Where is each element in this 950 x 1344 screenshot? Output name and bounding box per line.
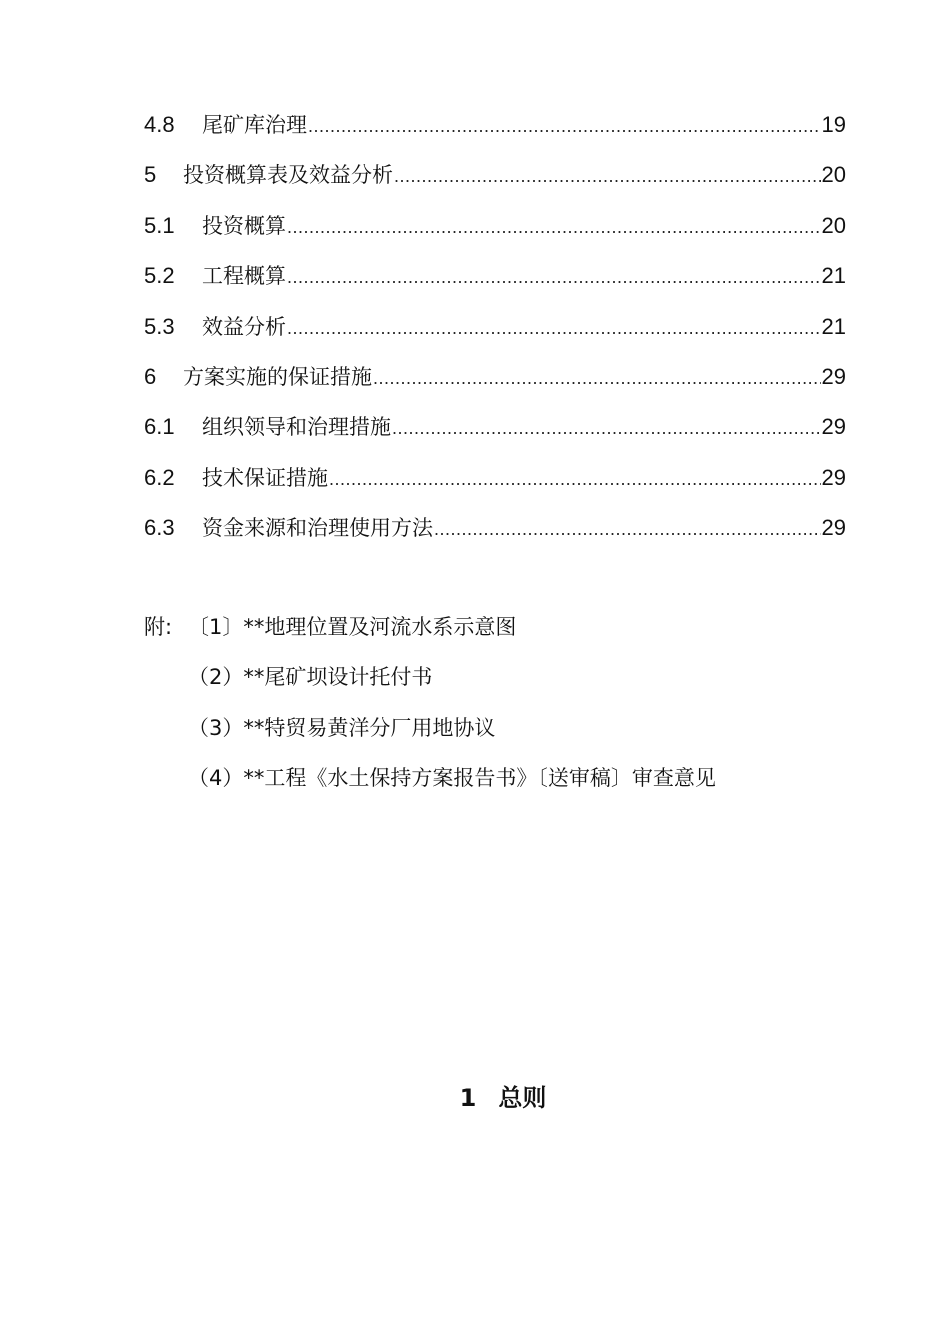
toc-entry[interactable] <box>144 108 846 158</box>
appendix-item <box>144 610 846 660</box>
toc-entry[interactable] <box>144 511 846 561</box>
toc-entry-number: 5.2 <box>144 263 175 289</box>
toc-entry[interactable] <box>144 158 846 208</box>
toc-entry[interactable] <box>144 360 846 410</box>
toc-entry[interactable] <box>144 310 846 360</box>
appendix-item <box>144 660 846 710</box>
toc-dot-leader <box>329 462 821 496</box>
toc-entry[interactable] <box>144 461 846 511</box>
appendix-item <box>144 711 846 761</box>
toc-entry-page: 29 <box>821 414 846 440</box>
appendix-item-text: 〔1〕**地理位置及河流水系示意图 <box>188 615 517 639</box>
toc-entry-title: 投资概算表及效益分析 <box>183 163 393 188</box>
toc-entry-title: 资金来源和治理使用方法 <box>202 516 433 541</box>
toc-entry-title: 效益分析 <box>202 314 286 339</box>
toc-entry-number: 5 <box>144 162 157 188</box>
appendix-item-text: （2）**尾矿坝设计托付书 <box>188 665 433 690</box>
toc-entry-number: 6 <box>144 363 157 389</box>
toc-dot-leader <box>287 311 821 345</box>
section-heading-title: 总则 <box>498 1084 547 1112</box>
appendix-item <box>144 761 846 811</box>
toc-entry-page: 21 <box>821 263 846 289</box>
toc-dot-leader <box>434 512 821 546</box>
toc-entry-number: 6.1 <box>144 414 175 440</box>
toc-entry-number: 5.3 <box>144 313 175 339</box>
section-heading <box>0 1078 950 1113</box>
toc-dot-leader <box>373 361 821 395</box>
appendix-list <box>144 610 846 812</box>
toc-entry-number: 6.2 <box>144 464 175 490</box>
toc-dot-leader <box>308 109 821 143</box>
toc-dot-leader <box>287 260 821 294</box>
toc-entry-page: 20 <box>821 162 846 188</box>
toc-entry[interactable] <box>144 209 846 259</box>
section-heading-number: 1 <box>459 1084 477 1112</box>
toc-entry-page: 29 <box>821 464 846 490</box>
table-of-contents <box>144 108 846 562</box>
toc-entry-title: 投资概算 <box>202 213 286 238</box>
toc-entry-title: 技术保证措施 <box>202 465 328 490</box>
toc-entry-title: 工程概算 <box>202 264 286 289</box>
toc-entry[interactable] <box>144 259 846 309</box>
toc-dot-leader <box>394 159 821 193</box>
appendix-item-text: （3）**特贸易黄洋分厂用地协议 <box>188 715 496 740</box>
toc-entry-title: 尾矿库治理 <box>202 113 307 137</box>
toc-entry-page: 29 <box>821 515 846 541</box>
appendix-item-text: （4）**工程《水土保持方案报告书》〔送审稿〕审查意见 <box>188 766 716 791</box>
toc-entry-number: 6.3 <box>144 515 175 541</box>
toc-entry-page: 20 <box>821 212 846 238</box>
toc-entry-page: 21 <box>821 313 846 339</box>
toc-entry-number: 4.8 <box>144 112 175 137</box>
toc-dot-leader <box>287 210 821 244</box>
toc-dot-leader <box>392 411 821 445</box>
toc-entry-page: 19 <box>821 112 846 137</box>
toc-entry-title: 方案实施的保证措施 <box>183 364 372 389</box>
toc-entry-page: 29 <box>821 363 846 389</box>
toc-entry[interactable] <box>144 410 846 460</box>
toc-entry-number: 5.1 <box>144 212 175 238</box>
toc-entry-title: 组织领导和治理措施 <box>202 415 391 440</box>
appendix-prefix: 附: <box>144 615 173 639</box>
